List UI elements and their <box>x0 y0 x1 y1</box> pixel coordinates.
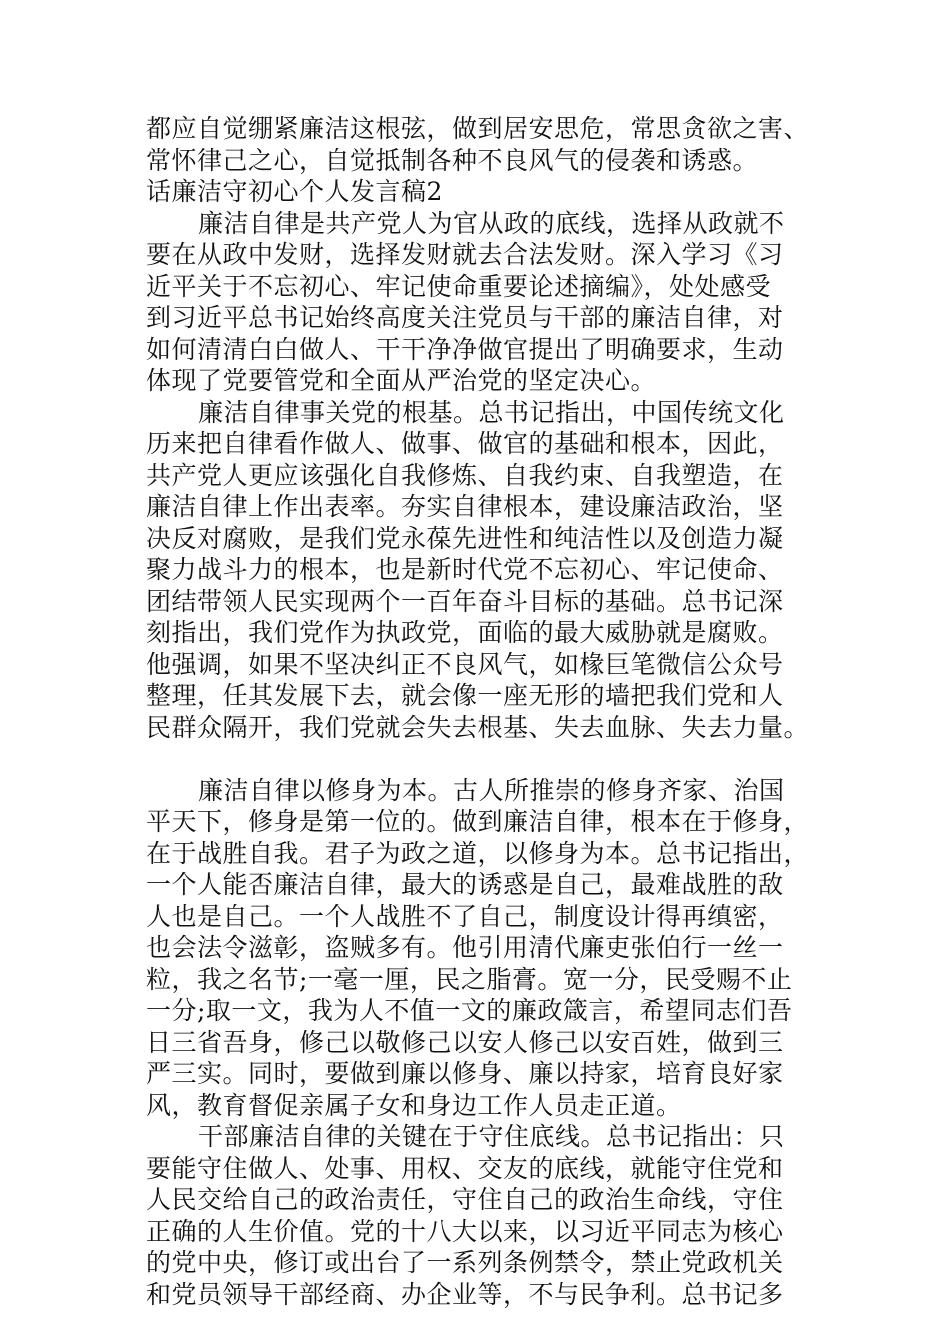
text-line: 日三省吾身，修己以敬修己以安人修己以安百姓，做到三 <box>146 1027 784 1057</box>
paragraph-gap <box>146 743 810 775</box>
text-line: 他强调，如果不坚决纠正不良风气，如椽巨笔微信公众号 <box>146 649 784 679</box>
text-line: 近平关于不忘初心、牢记使命重要论述摘编》，处处感受 <box>146 271 772 301</box>
text-line: 风，教育督促亲属子女和身边工作人员走正道。 <box>146 1090 682 1120</box>
text-line: 要在从政中发财，选择发财就去合法发财。深入学习《习 <box>146 240 784 269</box>
text-line: 团结带领人民实现两个一百年奋斗目标的基础。总书记深 <box>146 586 784 616</box>
text-line: 历来把自律看作做人、做事、做官的基础和根本，因此， <box>146 429 784 458</box>
text-line: 到习近平总书记始终高度关注党员与干部的廉洁自律，对 <box>146 303 784 332</box>
document-body <box>146 113 810 1310</box>
text-line: 人民交给自己的政治责任，守住自己的政治生命线，守住 <box>146 1185 784 1214</box>
text-line: 人也是自己。一个人战胜不了自己，制度设计得再缜密， <box>146 901 784 931</box>
text-line: 整理，任其发展下去，就会像一座无形的墙把我们党和人 <box>146 681 784 710</box>
text-line: 一分;取一文，我为人不值一文的廉政箴言，希望同志们吾 <box>146 996 793 1025</box>
text-line: 一个人能否廉洁自律，最大的诱惑是自己，最难战胜的敌 <box>146 870 784 899</box>
text-line: 常怀律己之心，自觉抵制各种不良风气的侵袭和诱惑。 <box>146 145 759 175</box>
text-line: 要能守住做人、处事、用权、交友的底线，就能守住党和 <box>146 1153 784 1183</box>
text-line: 刻指出，我们党作为执政党，面临的最大威胁就是腐败。 <box>146 618 784 647</box>
text-line: 民群众隔开，我们党就会失去根基、失去血脉、失去力量。 <box>146 712 810 742</box>
text-line: 共产党人更应该强化自我修炼、自我约束、自我塑造，在 <box>146 460 784 490</box>
text-line: 聚力战斗力的根本，也是新时代党不忘初心、牢记使命、 <box>146 555 784 584</box>
section-heading: 话廉洁守初心个人发言稿2 <box>146 177 443 206</box>
text-line: 如何清清白白做人、干干净净做官提出了明确要求，生动 <box>146 334 784 364</box>
text-line: 廉洁自律上作出表率。夯实自律根本，建设廉洁政治，坚 <box>146 492 784 521</box>
text-line: 和党员领导干部经商、办企业等，不与民争利。总书记多 <box>146 1279 784 1309</box>
text-line: 粒，我之名节;一毫一厘，民之脂膏。宽一分，民受赐不止 <box>146 964 793 994</box>
text-line: 决反对腐败，是我们党永葆先进性和纯洁性以及创造力凝 <box>146 523 784 553</box>
text-line: 都应自觉绷紧廉洁这根弦，做到居安思危，常思贪欲之害、 <box>146 114 810 143</box>
text-line: 廉洁自律事关党的根基。总书记指出，中国传统文化 <box>198 397 785 427</box>
text-line: 体现了党要管党和全面从严治党的坚定决心。 <box>146 366 657 395</box>
text-line: 廉洁自律以修身为本。古人所推崇的修身齐家、治国 <box>198 775 785 805</box>
text-line: 干部廉洁自律的关键在于守住底线。总书记指出：只 <box>198 1122 785 1151</box>
text-line: 的党中央，修订或出台了一系列条例禁令，禁止党政机关 <box>146 1248 784 1277</box>
text-line: 平天下，修身是第一位的。做到廉洁自律，根本在于修身， <box>146 807 810 836</box>
text-line: 正确的人生价值。党的十八大以来，以习近平同志为核心 <box>146 1216 784 1246</box>
text-line: 廉洁自律是共产党人为官从政的底线，选择从政就不 <box>198 208 785 238</box>
text-line: 也会法令滋彰，盗贼多有。他引用清代廉吏张伯行一丝一 <box>146 933 784 962</box>
text-line: 严三实。同时，要做到廉以修身、廉以持家，培育良好家 <box>146 1059 784 1088</box>
text-line: 在于战胜自我。君子为政之道，以修身为本。总书记指出， <box>146 838 810 868</box>
